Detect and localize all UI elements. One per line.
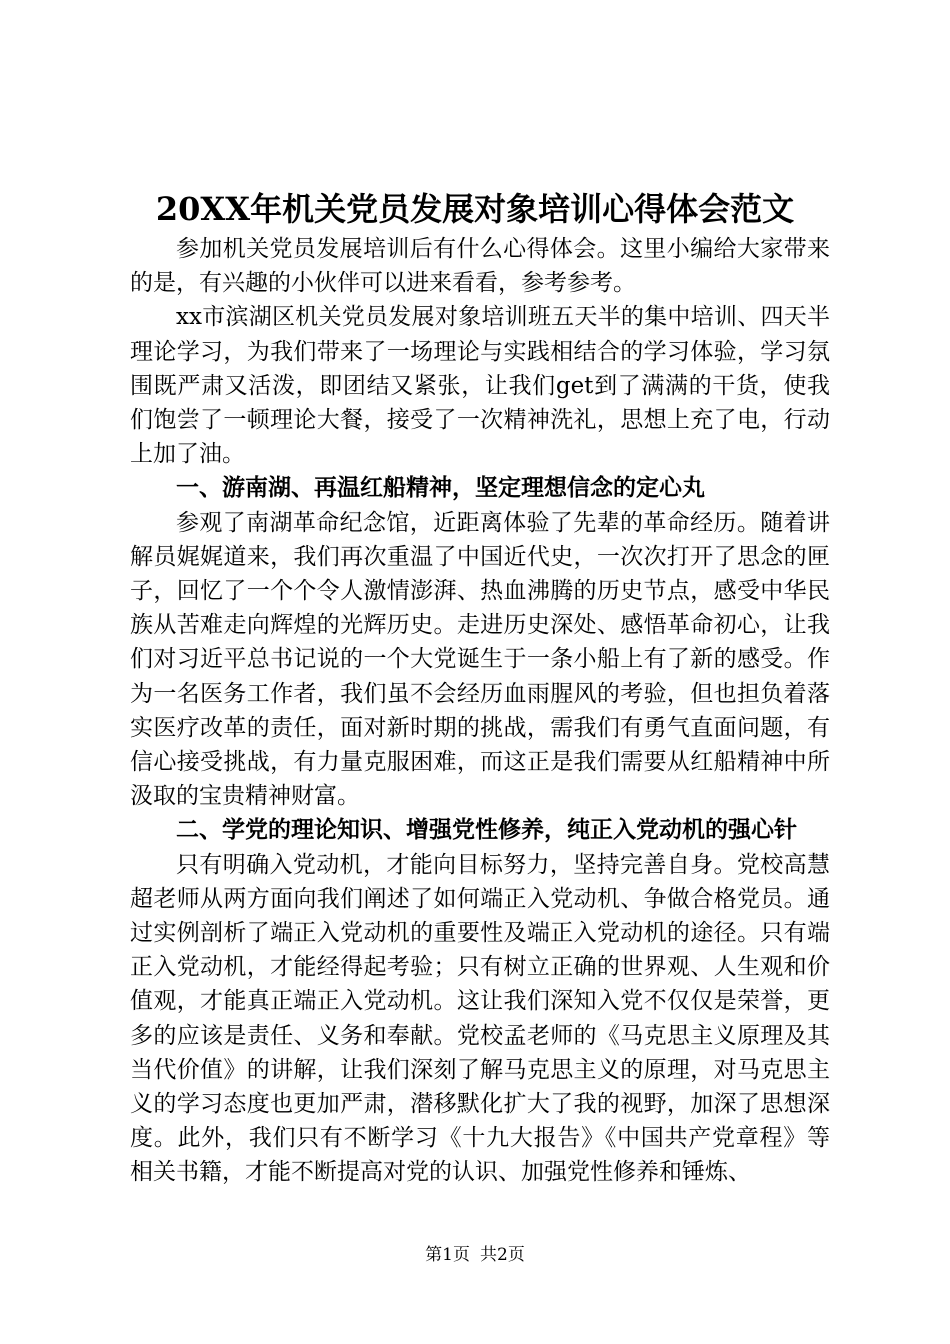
document-title: 20XX年机关党员发展对象培训心得体会范文: [155, 190, 795, 228]
document-body: [130, 232, 830, 1190]
page-footer: [0, 1244, 950, 1266]
section-heading: 一、游南湖、再温红船精神，坚定理想信念的定心丸: [176, 474, 705, 502]
page-number: 第1页: [425, 1245, 470, 1265]
paragraph: xx市滨湖区机关党员发展对象培训班五天半的集中培训、四天半理论学习，为我们带来了一场理论与实践相结合的学习体验，学习氛围既严肃又活泼，即团结又紧张，让我们get到了满满的干货，使我们饱尝了一顿理论大餐，接受了一次精神洗礼，思想上充了电，行动上加了油。: [130, 304, 830, 468]
paragraph: 只有明确入党动机，才能向目标努力，坚持完善自身。党校高慧超老师从两方面向我们阐述了如何端正入党动机、争做合格党员。通过实例剖析了端正入党动机的重要性及端正入党动机的途径。只有端正入党动机，才能经得起考验；只有树立正确的世界观、人生观和价值观，才能真正端正入党动机。这让我们深知入党不仅仅是荣誉，更多的应该是责任、义务和奉献。党校孟老师的《马克思主义原理及其当代价值》的讲解，让我们深刻了解马克思主义的原理，对马克思主义的学习态度也更加严肃，潜移默化扩大了我的视野，加深了思想深度。此外，我们只有不断学习《十九大报告》《中国共产党章程》等相关书籍，才能不断提高对党的认识、加强党性修养和锤炼、: [130, 851, 830, 1186]
paragraph: 参加机关党员发展培训后有什么心得体会。这里小编给大家带来的是，有兴趣的小伙伴可以进来看看，参考参考。: [130, 236, 830, 297]
page-total: 共2页: [480, 1245, 525, 1265]
paragraph: 参观了南湖革命纪念馆，近距离体验了先辈的革命经历。随着讲解员娓娓道来，我们再次重温了中国近代史，一次次打开了思念的匣子，回忆了一个个令人激情澎湃、热血沸腾的历史节点，感受中华民族从苦难走向辉煌的光辉历史。走进历史深处、感悟革命初心，让我们对习近平总书记说的一个大党诞生于一条小船上有了新的感受。作为一名医务工作者，我们虽不会经历血雨腥风的考验，但也担负着落实医疗改革的责任，面对新时期的挑战，需我们有勇气直面问题，有信心接受挑战，有力量克服困难，而这正是我们需要从红船精神中所汲取的宝贵精神财富。: [130, 509, 830, 810]
section-heading: 二、学党的理论知识、增强党性修养，纯正入党动机的强心针: [176, 816, 797, 844]
